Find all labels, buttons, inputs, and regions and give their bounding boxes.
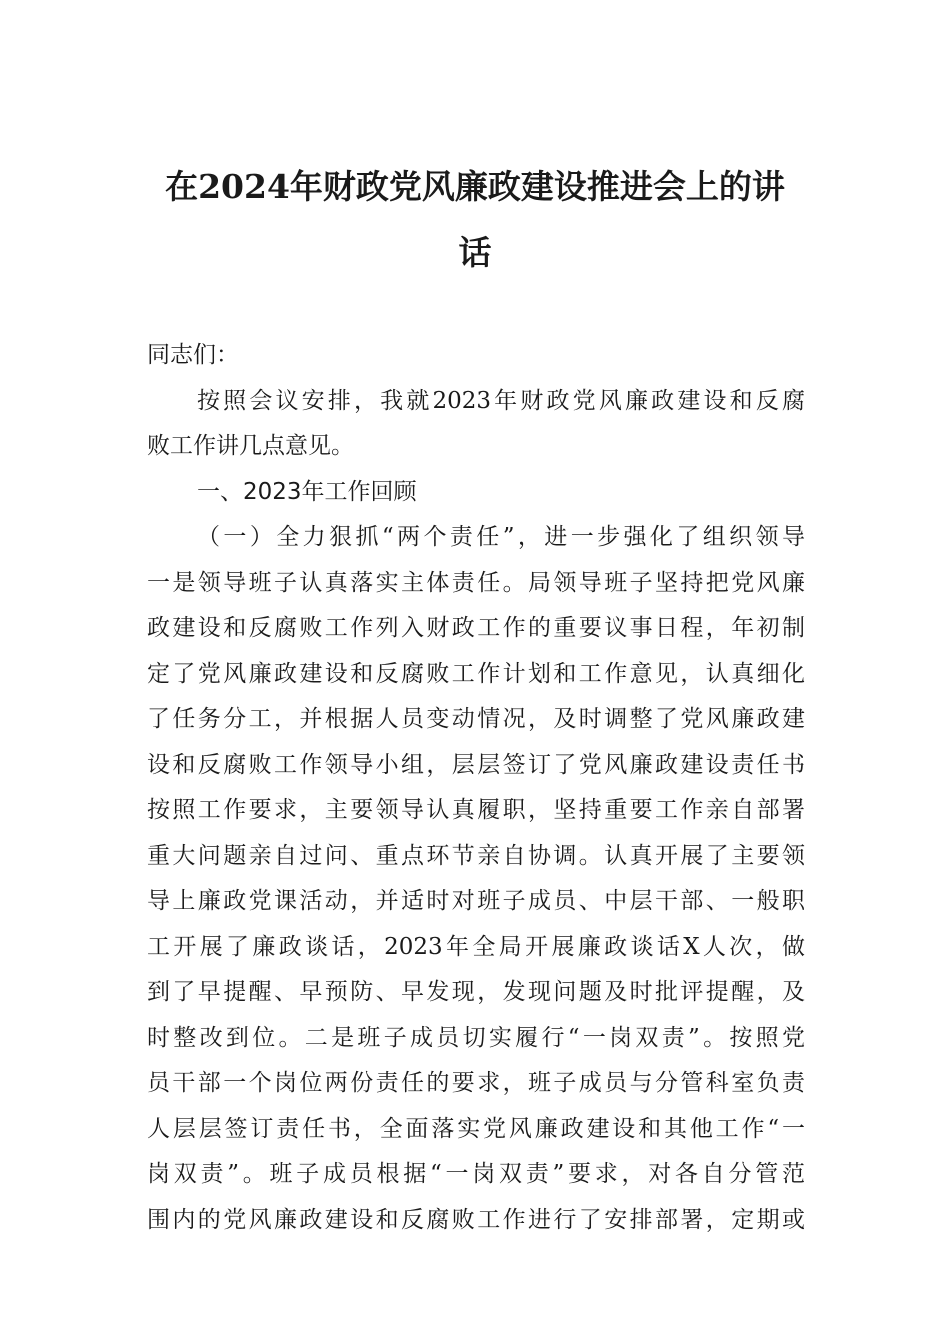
paragraph-line: 设和反腐败工作领导小组，层层签订了党风廉政建设责任书	[147, 751, 805, 778]
paragraph-line: 重大问题亲自过问、重点环节亲自协调。认真开展了主要领	[147, 842, 805, 869]
paragraph-line: 人层层签订责任书，全面落实党风廉政建设和其他工作“一	[147, 1115, 805, 1142]
intro-paragraph-line: 败工作讲几点意见。	[147, 433, 354, 459]
paragraph-line: 按照工作要求，主要领导认真履职，坚持重要工作亲自部署	[147, 797, 805, 823]
paragraph-line: 工开展了廉政谈话，2023年全局开展廉政谈话X人次，做	[147, 933, 805, 960]
title-line-1: 在2024年财政党风廉政建设推进会上的讲	[165, 167, 785, 206]
paragraph-line: 到了早提醒、早预防、早发现，发现问题及时批评提醒，及	[147, 979, 805, 1005]
intro-paragraph-line: 按照会议安排，我就2023年财政党风廉政建设和反腐	[197, 387, 805, 414]
paragraph-line: 围内的党风廉政建设和反腐败工作进行了安排部署，定期或	[147, 1206, 805, 1233]
salutation: 同志们：	[147, 342, 239, 368]
paragraph-line: 一是领导班子认真落实主体责任。局领导班子坚持把党风廉	[147, 569, 805, 596]
paragraph-line: 时整改到位。二是班子成员切实履行“一岗双责”。按照党	[147, 1024, 805, 1051]
paragraph-line: 员干部一个岗位两份责任的要求，班子成员与分管科室负责	[147, 1070, 805, 1096]
paragraph-line: 定了党风廉政建设和反腐败工作计划和工作意见，认真细化	[147, 660, 805, 687]
paragraph-line: 了任务分工，并根据人员变动情况，及时调整了党风廉政建	[147, 706, 805, 732]
paragraph-line: 岗双责”。班子成员根据“一岗双责”要求，对各自分管范	[147, 1161, 805, 1187]
paragraph-line: 政建设和反腐败工作列入财政工作的重要议事日程，年初制	[147, 615, 805, 641]
paragraph-line: 导上廉政党课活动，并适时对班子成员、中层干部、一般职	[147, 888, 805, 914]
document-title	[145, 154, 805, 286]
document-body	[147, 333, 805, 1243]
title-line-2: 话	[458, 233, 492, 272]
subsection-heading: （一）全力狠抓“两个责任”，进一步强化了组织领导	[197, 524, 805, 550]
section-heading: 一、2023年工作回顾	[197, 478, 417, 505]
